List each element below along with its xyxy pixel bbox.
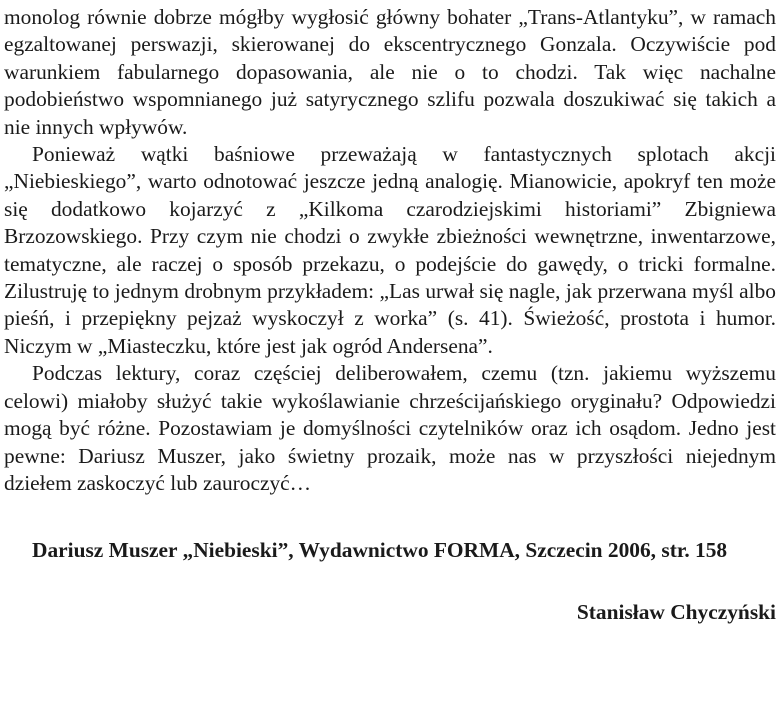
paragraph-3: Podczas lektury, coraz częściej deliberowałem, czemu (tzn. jakiemu wyższemu celowi) miałoby służyć takie wykoślawianie chrześcijańskiego oryginału? Odpowiedzi mogą być różne. Pozostawiam je domyślności czytelników oraz ich osądom. Jedno jest pewne: Dariusz Muszer, jako świetny prozaik, może nas w przyszłości niejednym dziełem zaskoczyć lub zauroczyć… (4, 361, 776, 495)
paragraph-2: Ponieważ wątki baśniowe przeważają w fantastycznych splotach akcji „Niebieskiego”, warto odnotować jeszcze jedną analogię. Mianowicie, apokryf ten może się dodatkowo kojarzyć z „Kilkoma czarodziejskimi historiami” Zbigniewa Brzozowskiego. Przy czym nie chodzi o zwykłe zbieżności wewnętrzne, inwentarzowe, tematyczne, ale raczej o sposób przekazu, o podejście do gawędy, o tricki formalne. Zilustruję to jednym drobnym przykładem: „Las urwał się nagle, jak przerwana myśl albo pieśń, i przepiękny pejzaż wyskoczył z worka” (s. 41). Świeżość, prostota i humor. Niczym w „Miasteczku, które jest jak ogród Andersena”. (4, 142, 776, 358)
document-page (4, 4, 776, 627)
article-author: Stanisław Chyczyński (576, 600, 776, 625)
book-source-citation: Dariusz Muszer „Niebieski”, Wydawnictwo FORMA, Szczecin 2006, str. 158 (32, 538, 728, 563)
paragraph-1: monolog równie dobrze mógłby wygłosić główny bohater „Trans-Atlantyku”, w ramach egzaltowanej perswazji, skierowanej do ekscentrycznego Gonzala. Oczywiście pod warunkiem fabularnego dopasowania, ale nie o to chodzi. Tak więc nachalne podobieństwo wspomnianego już satyrycznego szlifu pozwala doszukiwać się takich a nie innych wpływów. (4, 5, 776, 139)
